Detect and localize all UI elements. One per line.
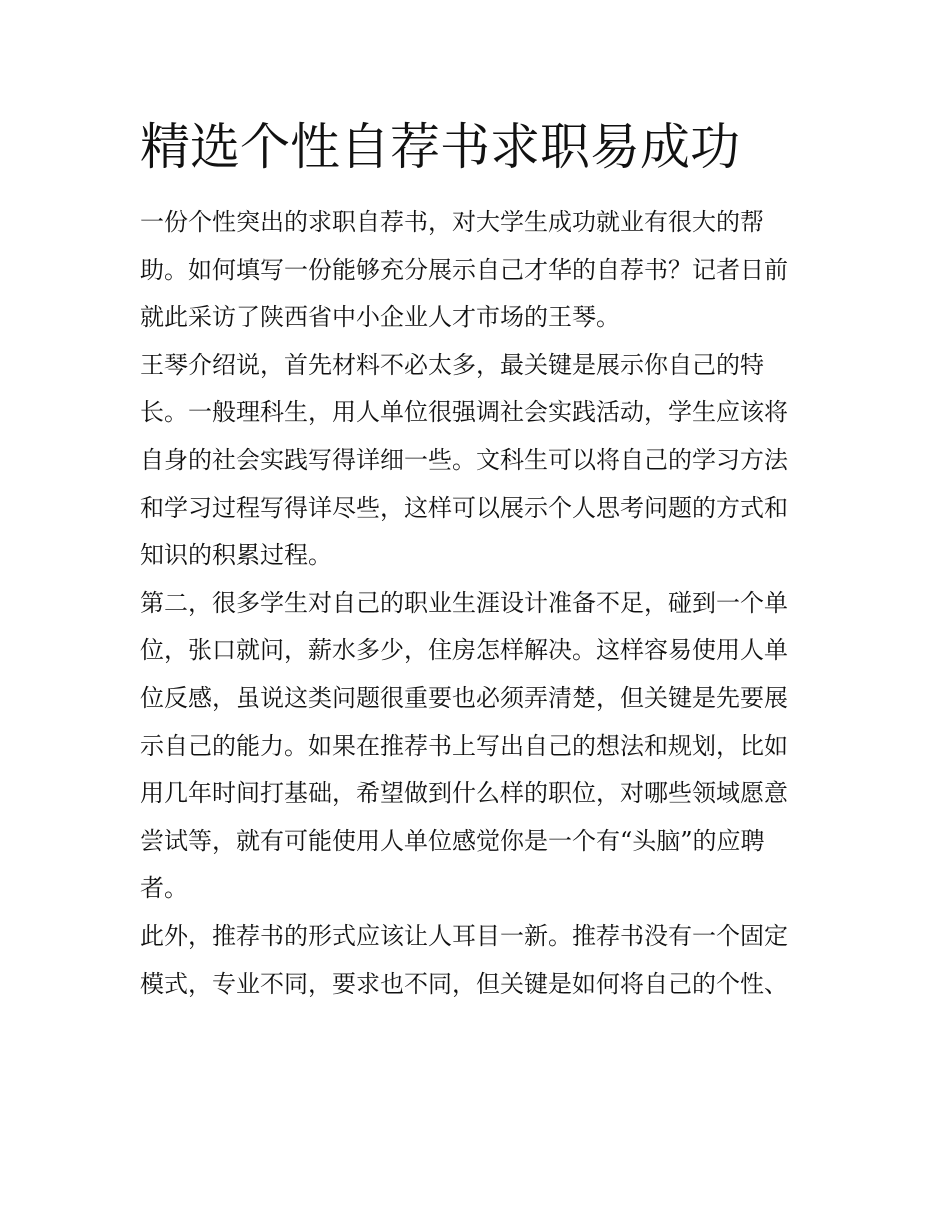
text-line: 一份个性突出的求职自荐书，对大学生成功就业有很大的帮 bbox=[140, 208, 764, 236]
text-line: 知识的积累过程。 bbox=[140, 541, 332, 570]
paragraph-3 bbox=[140, 580, 820, 913]
text-line: 示自己的能力。如果在推荐书上写出自己的想法和规划，比如 bbox=[140, 731, 788, 760]
document-title: 精选个性自荐书求职易成功 bbox=[140, 118, 740, 176]
text-line: 位反感，虽说这类问题很重要也必须弄清楚，但关键是先要展 bbox=[140, 683, 788, 712]
text-line: 第二，很多学生对自己的职业生涯设计准备不足，碰到一个单 bbox=[140, 588, 788, 617]
text-line: 此外，推荐书的形式应该让人耳目一新。推荐书没有一个固定 bbox=[140, 921, 788, 950]
text-line: 用几年时间打基础，希望做到什么样的职位，对哪些领域愿意 bbox=[140, 779, 788, 808]
paragraph-1 bbox=[140, 199, 820, 342]
text-line: 就此采访了陕西省中小企业人才市场的王琴。 bbox=[140, 303, 620, 332]
text-line: 自身的社会实践写得详细一些。文科生可以将自己的学习方法 bbox=[140, 445, 788, 474]
text-line: 和学习过程写得详尽些，这样可以展示个人思考问题的方式和 bbox=[140, 493, 788, 522]
text-line: 王琴介绍说，首先材料不必太多，最关键是展示你自己的特 bbox=[140, 350, 764, 379]
paragraph-2 bbox=[140, 342, 820, 580]
text-line: 尝试等，就有可能使用人单位感觉你是一个有“头脑”的应聘 bbox=[140, 826, 765, 855]
text-line: 模式，专业不同，要求也不同，但关键是如何将自己的个性、 bbox=[140, 969, 788, 998]
text-line: 助。如何填写一份能够充分展示自己才华的自荐书？记者日前 bbox=[140, 255, 788, 284]
text-line: 位，张口就问，薪水多少，住房怎样解决。这样容易使用人单 bbox=[140, 636, 788, 665]
document-body bbox=[140, 199, 820, 1008]
text-line: 者。 bbox=[140, 874, 188, 903]
paragraph-4 bbox=[140, 913, 820, 1008]
text-line: 长。一般理科生，用人单位很强调社会实践活动，学生应该将 bbox=[140, 398, 788, 427]
